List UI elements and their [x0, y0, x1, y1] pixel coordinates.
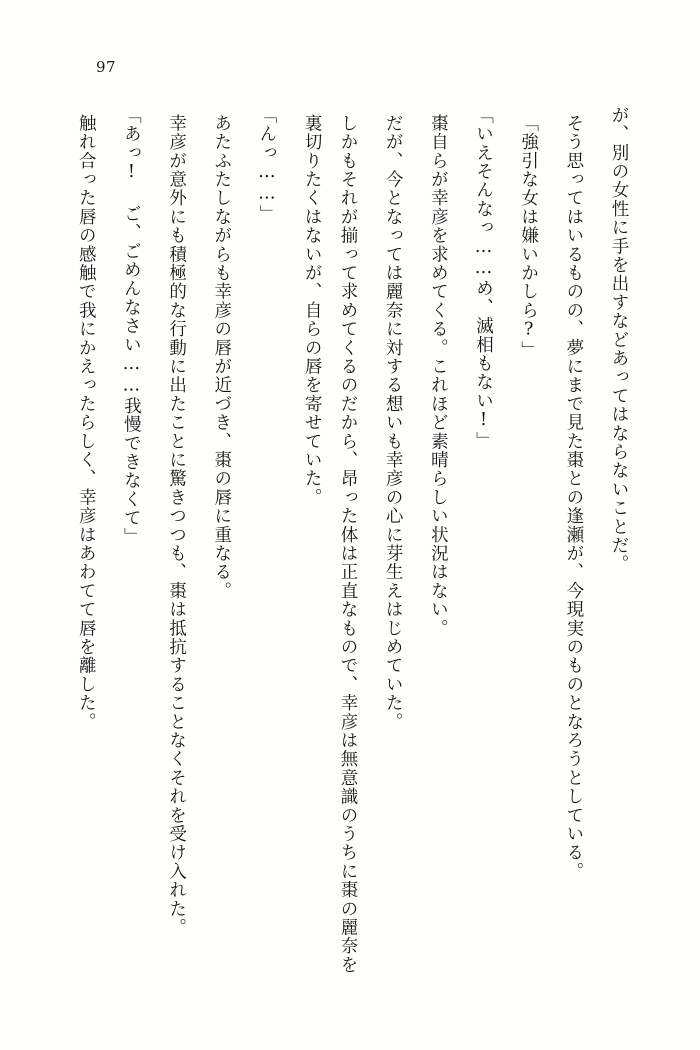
paragraph: 幸彦が意外にも積極的な行動に出たことに驚きつつも、棗は抵抗することなくそれを受け入れた。	[166, 114, 187, 937]
paragraph: が、別の女性に手を出すなどあってはならないことだ。	[609, 106, 629, 574]
paragraph: 棗自らが幸彦を求めてくる。これほど素晴らしい状況はない。	[428, 114, 449, 638]
paragraph: あたふたしながらも幸彦の唇が近づき、棗の唇に重なる。	[211, 114, 232, 601]
page-text-body	[58, 96, 636, 986]
paragraph: だが、今となっては麗奈に対する想いも幸彦の心に芽生えはじめていた。	[383, 114, 404, 732]
page-number: 97	[96, 58, 117, 76]
paragraph: 触れ合った唇の感触で我にかえったらしく、幸彦はあわてて唇を離した。	[76, 114, 97, 732]
paragraph: そう思ってはいるものの、夢にまで見た棗との逢瀬が、今現実のものとなろうとしている。	[563, 114, 584, 881]
paragraph: 「あっ! ご、ごめんなさい……我慢できなくて」	[121, 106, 142, 547]
paragraph: 「んっ……」	[256, 106, 277, 224]
paragraph: しかもそれが揃って求めてくるのだから、昂った体は正直なもので、幸彦は無意識のうちに棗の麗奈を裏切りたくはないが、自らの唇を寄せていた。	[302, 114, 358, 975]
paragraph: 「いえそんなっ……め、滅相もない!」	[473, 106, 494, 451]
paragraph: 「強引な女は嫌いかしら?」	[518, 114, 539, 360]
